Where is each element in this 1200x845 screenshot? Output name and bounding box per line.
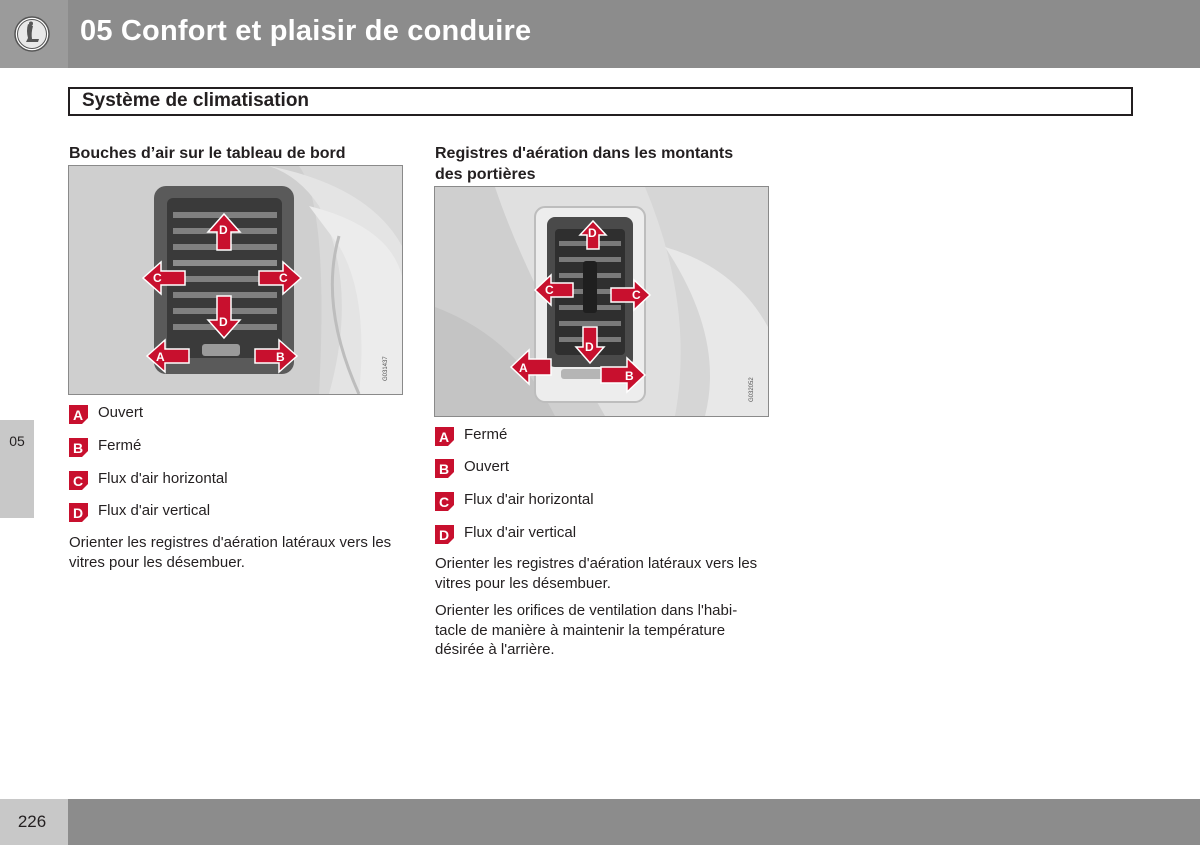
legend-text: Ouvert xyxy=(98,404,144,421)
right-heading-line1: Registres d'aération dans les montants xyxy=(435,145,734,162)
arrow-a-letter: A xyxy=(156,350,165,364)
left-paragraph: Orienter les registres d'aération latéraux vers les vitres pour les désembuer. xyxy=(69,534,392,571)
legend-text: Flux d'air vertical xyxy=(464,524,577,541)
arrow-a-letter: A xyxy=(519,361,528,375)
dashboard-vent-figure xyxy=(68,165,403,395)
right-paragraph-2-line2: tacle de manière à maintenir la température xyxy=(435,621,726,639)
svg-text:D: D xyxy=(73,505,84,521)
page-number-box xyxy=(0,799,68,845)
figure-code: G031437 xyxy=(383,356,389,381)
page-footer xyxy=(0,799,1200,845)
svg-text:B: B xyxy=(439,461,450,477)
badge-a-icon xyxy=(435,427,454,446)
chapter-icon-box xyxy=(0,0,68,68)
svg-text:C: C xyxy=(439,494,450,510)
side-tab-label: 05 xyxy=(9,433,25,449)
section-title-box xyxy=(68,87,1133,116)
figure-code: G032052 xyxy=(749,377,755,402)
chapter-header xyxy=(0,0,1200,68)
legend-text: Fermé xyxy=(98,437,142,454)
badge-b-icon xyxy=(435,459,454,478)
page-number: 226 xyxy=(17,812,47,831)
badge-a-icon xyxy=(69,405,88,424)
legend-text: Flux d'air horizontal xyxy=(464,491,594,508)
legend-text: Ouvert xyxy=(464,458,510,475)
arrow-b-letter: B xyxy=(276,350,285,364)
left-heading: Bouches d’air sur le tableau de bord xyxy=(69,145,346,162)
door-pillar-vent-illustration xyxy=(435,187,768,416)
seat-icon xyxy=(14,16,50,52)
dashboard-vent-illustration xyxy=(69,166,402,394)
door-pillar-vent-figure xyxy=(434,186,769,417)
chapter-title: 05 Confort et plaisir de conduire xyxy=(80,15,532,47)
svg-text:A: A xyxy=(439,429,450,445)
badge-c-icon xyxy=(69,471,88,490)
arrow-c-left-letter: C xyxy=(545,283,554,297)
badge-b-icon xyxy=(69,438,88,457)
arrow-d-down-letter: D xyxy=(585,340,594,354)
arrow-d-up-letter: D xyxy=(588,226,597,240)
badge-d-icon xyxy=(69,503,88,522)
badge-d-icon xyxy=(435,525,454,544)
arrow-b-letter: B xyxy=(625,369,634,383)
svg-text:D: D xyxy=(439,527,450,543)
arrow-d-up-letter: D xyxy=(219,223,228,237)
svg-text:A: A xyxy=(73,407,84,423)
arrow-c-right-letter: C xyxy=(632,288,641,302)
right-heading-line2: des portières xyxy=(435,166,536,183)
legend-text: Flux d'air vertical xyxy=(98,502,211,519)
svg-text:C: C xyxy=(73,473,84,489)
right-paragraph-2-line1: Orienter les orifices de ventilation dans l'habi- xyxy=(435,602,738,619)
section-title: Système de climatisation xyxy=(82,90,310,111)
arrow-d-down-letter: D xyxy=(219,315,228,329)
svg-text:B: B xyxy=(73,440,84,456)
badge-c-icon xyxy=(435,492,454,511)
legend-text: Fermé xyxy=(464,426,508,443)
chapter-side-tab xyxy=(0,420,34,518)
arrow-c-right-letter: C xyxy=(279,271,288,285)
right-paragraph-1: Orienter les registres d'aération latéraux vers les vitres pour les désembuer. xyxy=(435,555,758,592)
arrow-c-left-letter: C xyxy=(153,271,162,285)
right-paragraph-2-line3: désirée à l'arrière. xyxy=(435,641,555,658)
legend-text: Flux d'air horizontal xyxy=(98,470,228,487)
